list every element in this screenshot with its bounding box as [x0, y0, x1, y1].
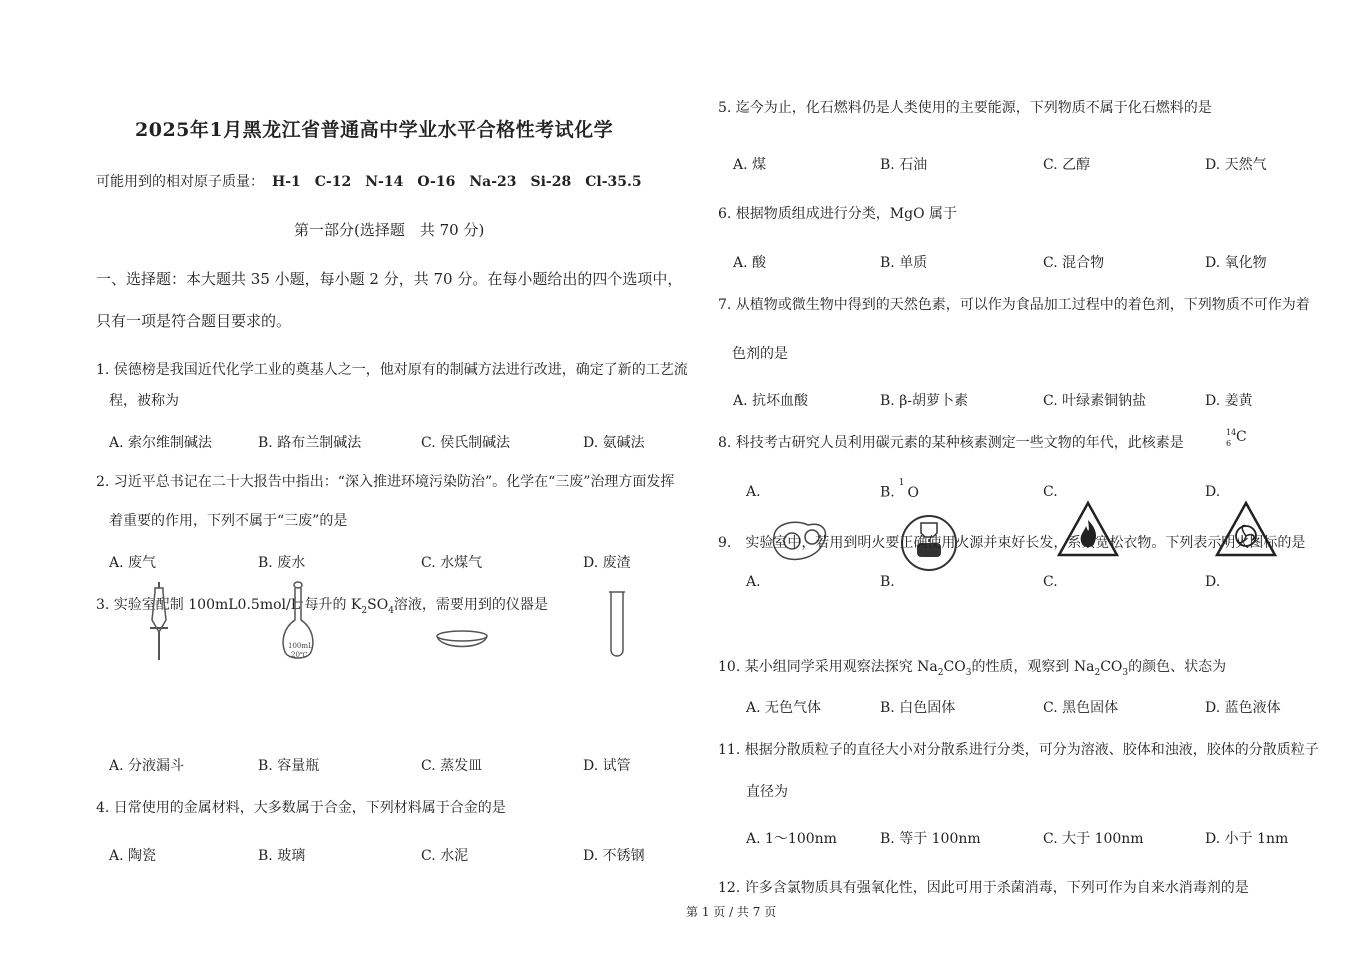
question-10-stem: 10. 某小组同学采用观察法探究 $Na_2CO_3$的性质，观察到 $Na_2CO_3$的颜色、状态为 [718, 659, 1227, 678]
q2-option-b[interactable]: B. 废水 [258, 555, 306, 571]
question-11-stem-cont: 直径为 [746, 784, 788, 800]
q11-option-b[interactable]: B. 等于 100nm [880, 831, 981, 847]
q5-option-b[interactable]: B. 石油 [880, 157, 928, 173]
q7-option-d[interactable]: D. 姜黄 [1205, 393, 1253, 409]
q11-option-c[interactable]: C. 大于 100nm [1043, 831, 1144, 847]
q4-option-b[interactable]: B. 玻璃 [258, 848, 306, 864]
mass-item: C-12 [314, 174, 352, 190]
q11-option-a[interactable]: A. 1～100nm [746, 831, 837, 847]
nuclide-mass-number: 14 [1226, 428, 1237, 437]
mass-item: Si-28 [530, 174, 572, 190]
separatory-funnel-icon [146, 580, 172, 662]
q7-option-a[interactable]: A. 抗坏血酸 [733, 393, 809, 409]
q3-option-b[interactable]: B. 容量瓶 [258, 758, 320, 774]
question-2-stem: 2. 习近平总书记在二十大报告中指出：“深入推进环境污染防治”。化学在“三废”治理方面发挥 [96, 474, 675, 490]
q1-option-d[interactable]: D. 氨碱法 [583, 435, 645, 451]
q6-option-a[interactable]: A. 酸 [733, 255, 767, 271]
page-title: 2025年1月黑龙江省普通高中学业水平合格性考试化学 [135, 119, 614, 141]
flask-temp-label: 20℃ [291, 651, 308, 659]
q10-option-a[interactable]: A. 无色气体 [746, 700, 822, 716]
instructions-line2: 只有一项是符合题目要求的。 [96, 312, 292, 330]
q6-option-c[interactable]: C. 混合物 [1043, 255, 1105, 271]
mass-item: N-14 [365, 174, 404, 190]
question-1-stem: 1. 侯德榜是我国近代化学工业的奠基人之一，他对原有的制碱方法进行改进，确定了新的工艺流 [96, 362, 688, 378]
question-8-stem: 8. 科技考古研究人员利用碳元素的某种核素测定一些文物的年代，此核素是 [718, 435, 1184, 451]
q10-option-c[interactable]: C. 黑色固体 [1043, 700, 1119, 716]
q6-option-b[interactable]: B. 单质 [880, 255, 928, 271]
question-9-stem: 9. 实验室中，若用到明火要正确使用火源并束好长发，系紧宽松衣物。下列表示明火图标的是 [718, 535, 1306, 551]
q4-option-c[interactable]: C. 水泥 [421, 848, 469, 864]
question-11-stem: 11. 根据分散质粒子的直径大小对分散系进行分类，可分为溶液、胶体和浊液，胶体的分散质粒子 [718, 742, 1319, 758]
question-7-stem-cont: 色剂的是 [732, 346, 788, 362]
q7-option-b[interactable]: B. β-胡萝卜素 [880, 393, 969, 409]
flask-volume-label: 100mL [288, 642, 313, 650]
masses-label: 可能用到的相对原子质量： [96, 174, 264, 190]
q3-option-a[interactable]: A. 分液漏斗 [109, 758, 185, 774]
section-heading: 第一部分(选择题 共 70 分) [294, 221, 485, 239]
question-1-stem-cont: 程，被称为 [109, 393, 179, 409]
q6-option-d[interactable]: D. 氧化物 [1205, 255, 1267, 271]
q2-option-d[interactable]: D. 废渣 [583, 555, 631, 571]
q7-option-c[interactable]: C. 叶绿素铜钠盐 [1043, 393, 1147, 409]
q3-option-d[interactable]: D. 试管 [583, 758, 631, 774]
nuclide-atomic-number: 6 [1226, 439, 1232, 448]
q9-option-b[interactable]: B. [880, 574, 895, 590]
q10-option-b[interactable]: B. 白色固体 [880, 700, 956, 716]
evaporating-dish-icon [434, 628, 490, 656]
q8-option-a[interactable]: A. [746, 484, 761, 500]
question-2-stem-cont: 着重要的作用，下列不属于“三废”的是 [109, 513, 348, 529]
nuclide-symbol: C [1236, 429, 1247, 445]
question-6-stem: 6. 根据物质组成进行分类，MgO 属于 [718, 206, 958, 222]
q11-option-d[interactable]: D. 小于 1nm [1205, 831, 1289, 847]
q1-option-a[interactable]: A. 索尔维制碱法 [109, 435, 213, 451]
q5-option-d[interactable]: D. 天然气 [1205, 157, 1267, 173]
question-3-stem: 3. 实验室配制 100mL0.5mol/L 每升的 $K_2SO_4$溶液，需要用到的仪器是 [96, 597, 548, 616]
mass-item: Na-23 [469, 174, 517, 190]
q3-option-c[interactable]: C. 蒸发皿 [421, 758, 483, 774]
q5-option-a[interactable]: A. 煤 [733, 157, 767, 173]
mass-item: H-1 [272, 174, 301, 190]
question-7-stem: 7. 从植物或微生物中得到的天然色素，可以作为食品加工过程中的着色剂，下列物质不可作为着 [718, 297, 1310, 313]
test-tube-icon [607, 590, 627, 660]
page-number: 第 1 页 / 共 7 页 [686, 905, 777, 919]
instructions-line1: 一、选择题：本大题共 35 小题，每小题 2 分，共 70 分。在每小题给出的四个选项中， [96, 270, 683, 288]
question-5-stem: 5. 迄今为止，化石燃料仍是人类使用的主要能源，下列物质不属于化石燃料的是 [718, 100, 1212, 116]
q5-option-c[interactable]: C. 乙醇 [1043, 157, 1091, 173]
mass-item: Cl-35.5 [585, 174, 642, 190]
q8-option-c[interactable]: C. [1043, 484, 1058, 500]
q9-option-c[interactable]: C. [1043, 574, 1058, 590]
q2-option-a[interactable]: A. 废气 [109, 555, 157, 571]
question-12-stem: 12. 许多含氯物质具有强氧化性，因此可用于杀菌消毒，下列可作为自来水消毒剂的是 [718, 880, 1249, 896]
question-4-stem: 4. 日常使用的金属材料，大多数属于合金，下列材料属于合金的是 [96, 800, 506, 816]
q9-option-d[interactable]: D. [1205, 574, 1221, 590]
q9-option-a[interactable]: A. [746, 574, 761, 590]
q1-option-b[interactable]: B. 路布兰制碱法 [258, 435, 362, 451]
q4-option-a[interactable]: A. 陶瓷 [109, 848, 157, 864]
q1-option-c[interactable]: C. 侯氏制碱法 [421, 435, 511, 451]
atomic-masses [96, 171, 648, 191]
q2-option-c[interactable]: C. 水煤气 [421, 555, 483, 571]
mass-item: O-16 [417, 174, 456, 190]
q10-option-d[interactable]: D. 蓝色液体 [1205, 700, 1281, 716]
q8-option-d[interactable]: D. [1205, 484, 1221, 500]
q8-option-b[interactable]: B.$^1$O [880, 478, 919, 501]
q4-option-d[interactable]: D. 不锈钢 [583, 848, 645, 864]
